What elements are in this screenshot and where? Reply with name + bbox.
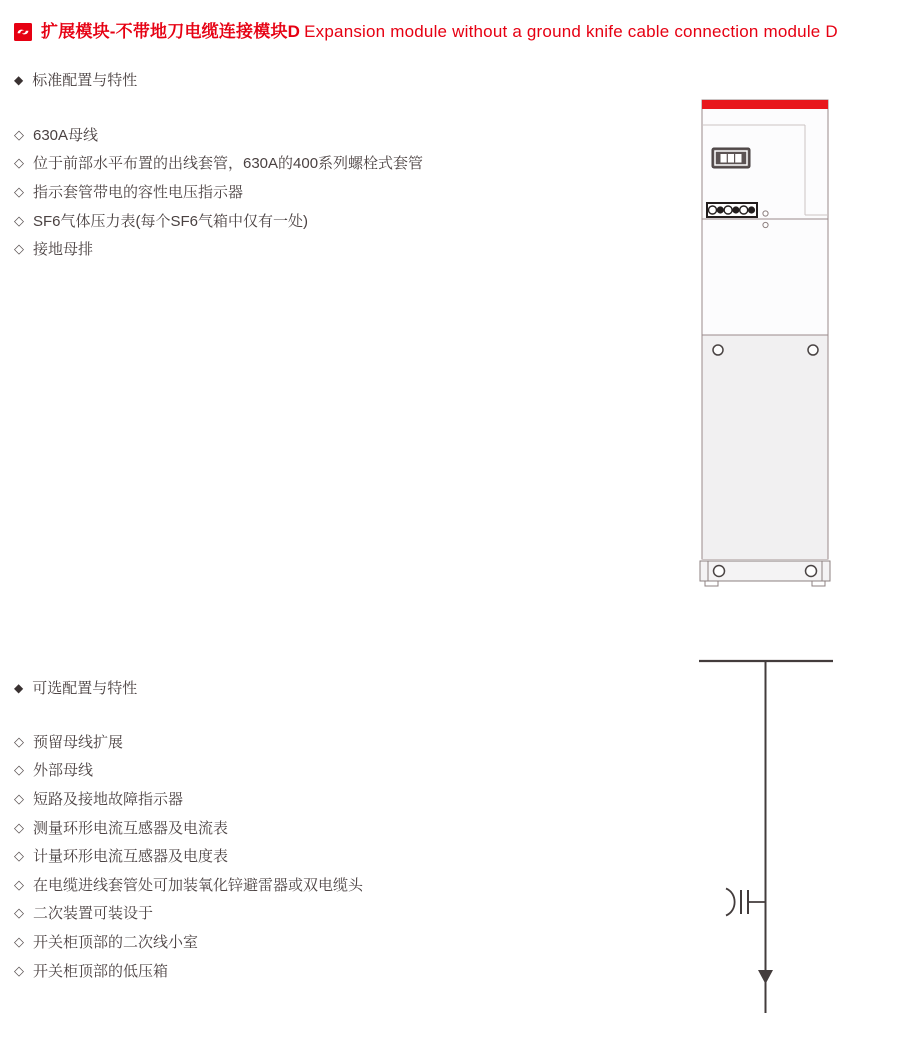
open-diamond-bullet-icon: ◇ [14,155,24,171]
switchgear-cabinet-figure [695,95,840,590]
swirl-logo-icon [14,23,32,41]
open-diamond-bullet-icon: ◇ [14,876,24,892]
list-item-label: SF6气体压力表(每个SF6气箱中仅有一处) [33,212,309,230]
list-item [14,177,423,206]
page-title-zh: 扩展模块-不带地刀电缆连接模块D [41,22,301,41]
open-diamond-bullet-icon: ◇ [14,212,24,228]
list-item-label: 二次装置可装设于 [33,905,154,923]
open-diamond-bullet-icon: ◇ [14,905,24,921]
list-item [14,206,423,235]
list-item-label: 630A母线 [33,126,99,144]
capacitive-voltage-indicator-symbol [726,889,766,916]
list-item [14,841,363,870]
filled-diamond-bullet-icon: ◆ [14,72,24,87]
list-item [14,234,423,263]
open-diamond-bullet-icon: ◇ [14,848,24,864]
list-item [14,149,423,178]
open-diamond-bullet-icon: ◇ [14,933,24,949]
standard-config-list [14,120,423,263]
section-heading-optional-config [14,677,137,698]
list-item-label: 位于前部水平布置的出线套管，630A的400系列螺栓式套管 [33,155,424,173]
list-item-label: 在电缆进线套管处可加装氧化锌避雷器或双电缆头 [33,876,364,894]
list-item [14,120,423,149]
single-line-diagram [690,650,850,1025]
list-item [14,870,363,899]
page-header [14,20,838,44]
list-item [14,927,363,956]
page-title [41,20,838,44]
cabinet-lower-panel [703,335,828,559]
open-diamond-bullet-icon: ◇ [14,790,24,806]
section-heading-label: 标准配置与特性 [32,72,138,89]
list-item [14,956,363,985]
list-item-label: 开关柜顶部的低压箱 [33,962,169,980]
list-item-label: 开关柜顶部的二次线小室 [33,933,199,951]
list-item-label: 短路及接地故障指示器 [33,790,184,808]
cabinet-display-window [712,148,750,168]
open-diamond-bullet-icon: ◇ [14,733,24,749]
open-diamond-bullet-icon: ◇ [14,126,24,142]
list-item [14,899,363,928]
open-diamond-bullet-icon: ◇ [14,241,24,257]
list-item [14,727,363,756]
list-item-label: 指示套管带电的容性电压指示器 [33,183,244,201]
optional-config-list [14,727,363,984]
list-item [14,756,363,785]
open-diamond-bullet-icon: ◇ [14,819,24,835]
section-heading-label: 可选配置与特性 [32,680,138,697]
cabinet-red-top-bar [702,100,828,109]
cable-arrow-icon [758,970,773,984]
list-item-label: 外部母线 [33,762,94,780]
filled-diamond-bullet-icon: ◆ [14,680,24,695]
list-item [14,784,363,813]
list-item-label: 计量环形电流互感器及电度表 [33,848,229,866]
open-diamond-bullet-icon: ◇ [14,183,24,199]
cabinet-indicator-strip [707,203,757,217]
list-item-label: 测量环形电流互感器及电流表 [33,819,229,837]
open-diamond-bullet-icon: ◇ [14,762,24,778]
cabinet-base [700,561,830,586]
open-diamond-bullet-icon: ◇ [14,962,24,978]
list-item-label: 接地母排 [33,241,94,259]
section-heading-standard-config [14,69,137,90]
list-item-label: 预留母线扩展 [33,733,124,751]
page-title-en: Expansion module without a ground knife cable connection module D [304,22,838,41]
list-item [14,813,363,842]
